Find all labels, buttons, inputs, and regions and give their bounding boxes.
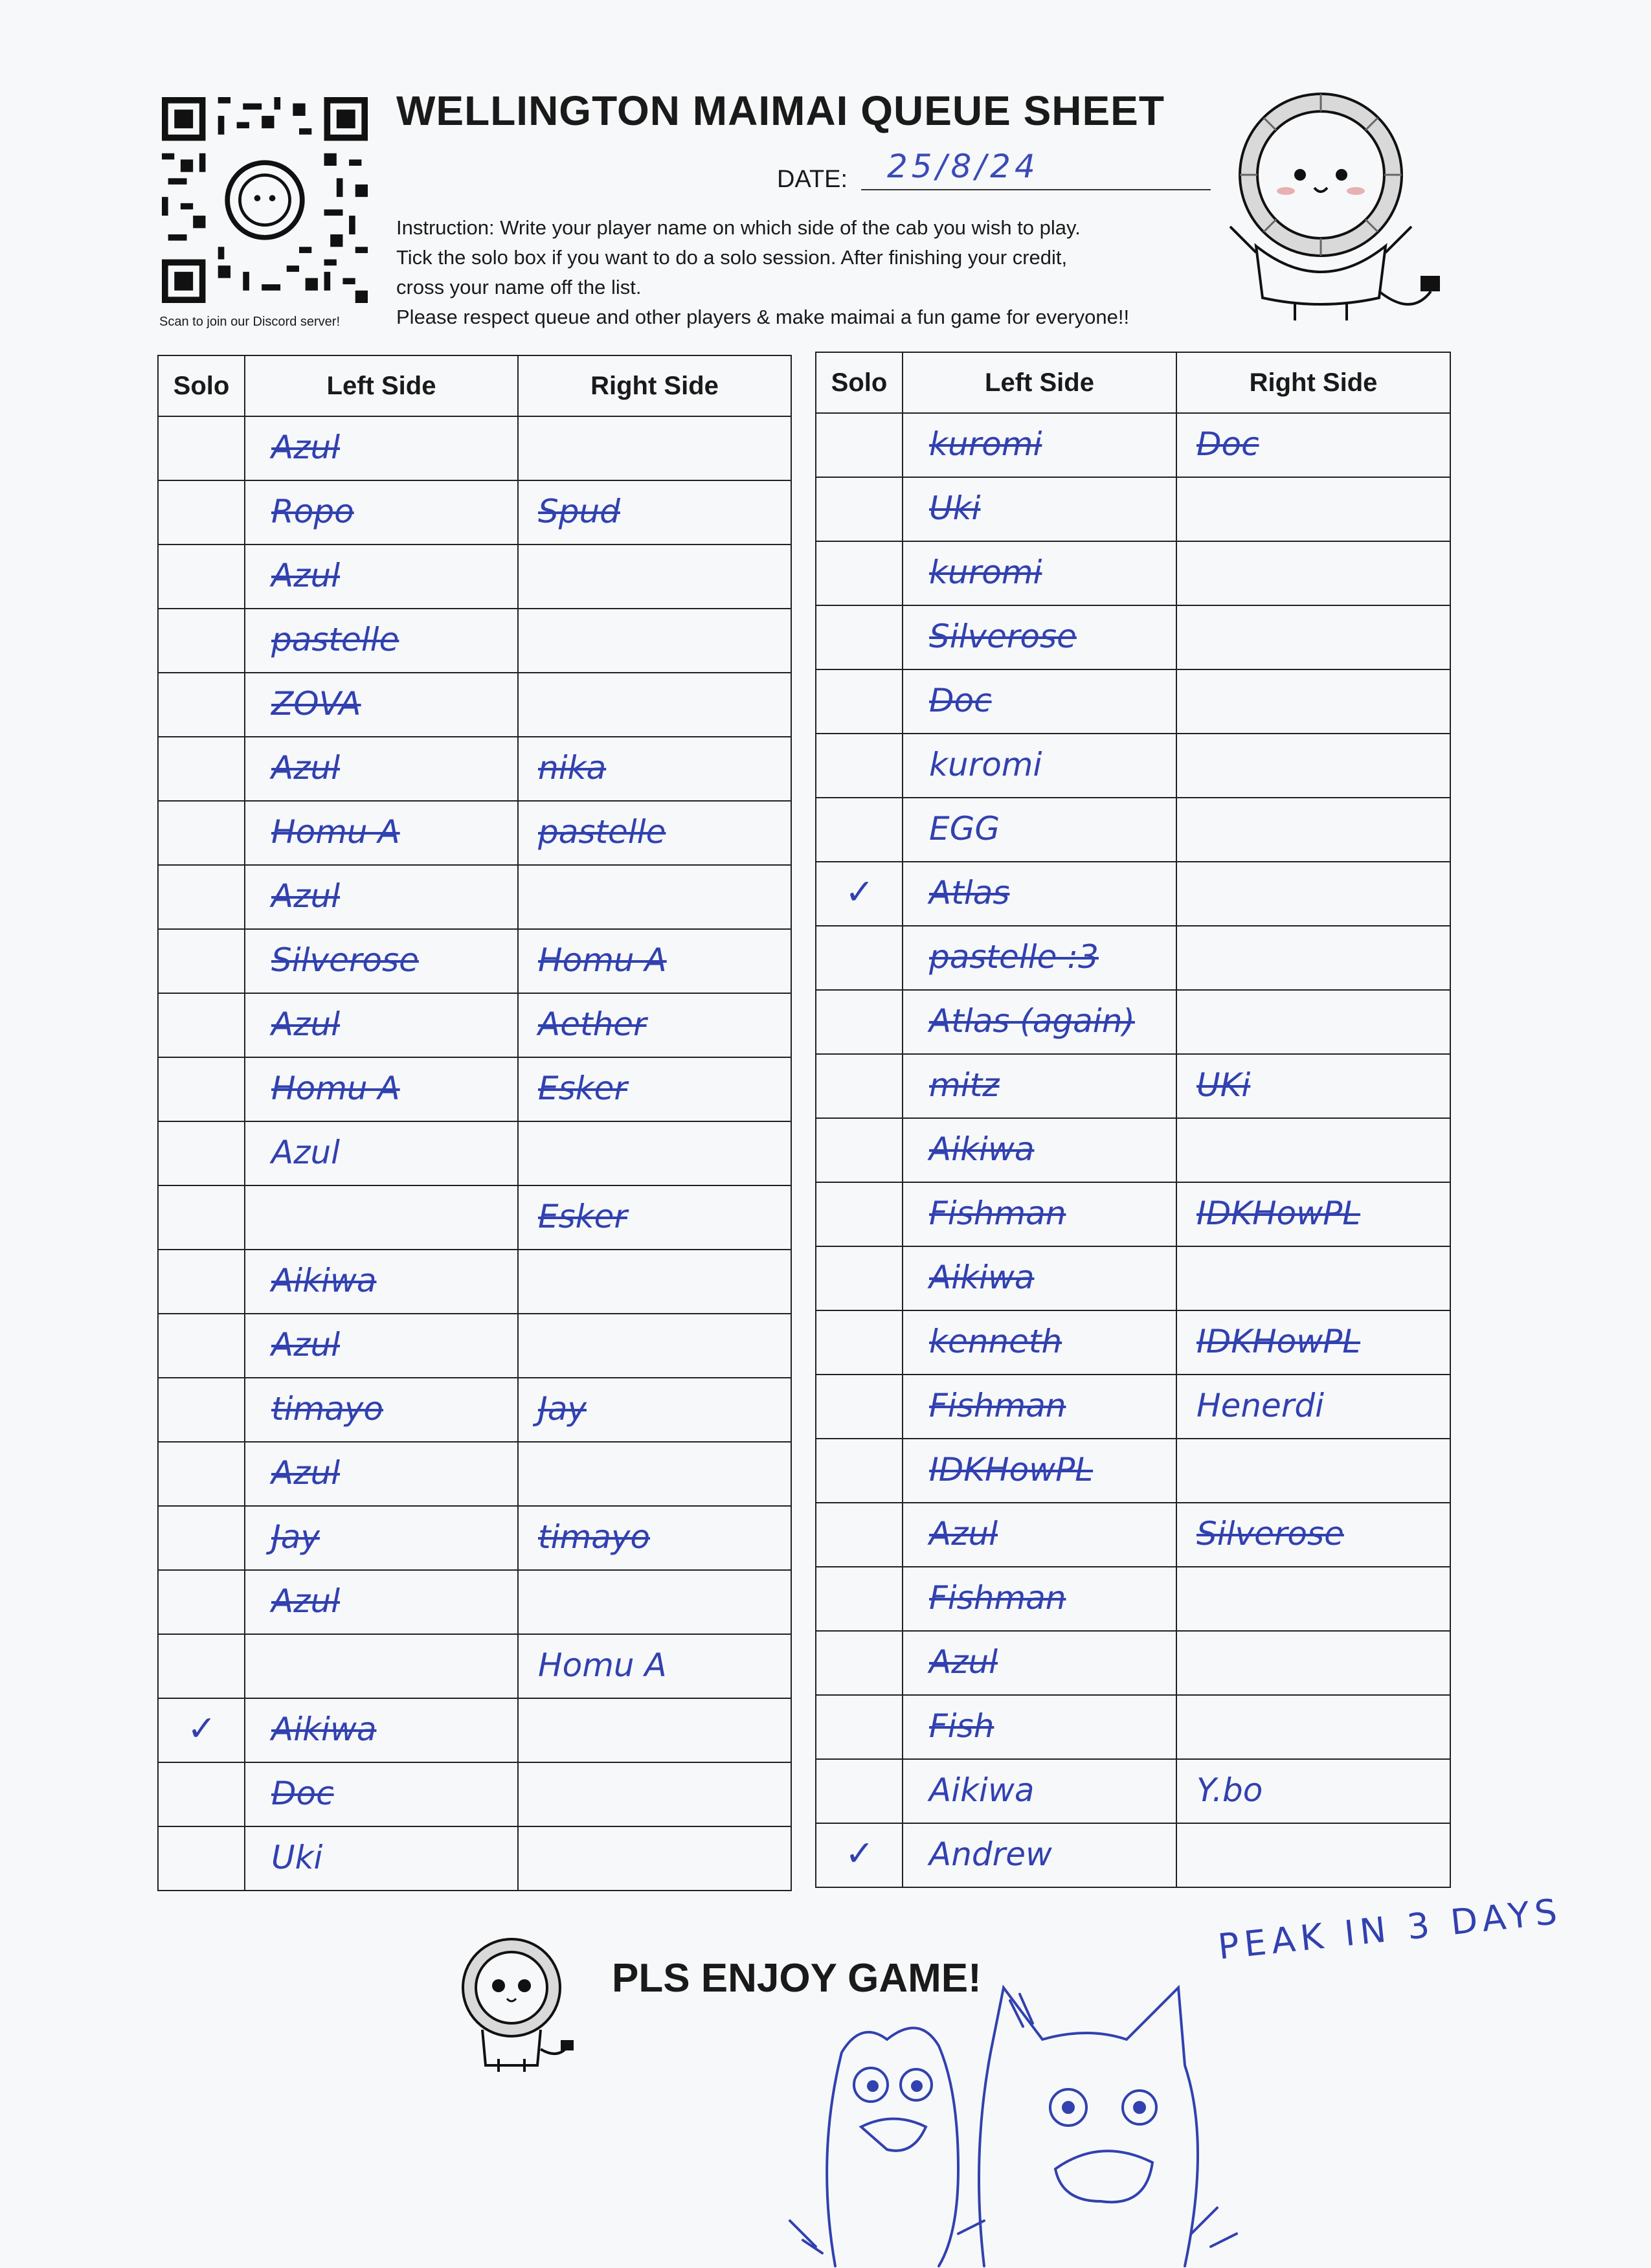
- right-side-cell[interactable]: [518, 1057, 791, 1121]
- left-side-cell[interactable]: [903, 990, 1176, 1054]
- player-name: Uki: [929, 489, 981, 527]
- left-side-cell[interactable]: [903, 1118, 1176, 1182]
- table-row: [816, 1246, 1450, 1310]
- table-row: [158, 993, 791, 1057]
- right-side-cell[interactable]: [1176, 1118, 1450, 1182]
- left-side-cell[interactable]: [245, 1185, 518, 1250]
- player-name: Esker: [538, 1198, 627, 1235]
- player-name: Fishman: [929, 1579, 1066, 1617]
- solo-tick: ✓: [845, 871, 875, 912]
- player-name: kuromi: [929, 746, 1042, 783]
- solo-cell[interactable]: [158, 1185, 245, 1250]
- right-side-cell[interactable]: [1176, 1310, 1450, 1375]
- left-side-cell[interactable]: [903, 1695, 1176, 1759]
- instruction-line-2: Tick the solo box if you want to do a solo session. After finishing your credit,: [396, 246, 1068, 269]
- player-name: Homu A: [271, 813, 400, 851]
- table-row: [158, 1442, 791, 1506]
- right-side-cell[interactable]: [1176, 990, 1450, 1054]
- player-name: Y.bo: [1196, 1771, 1263, 1809]
- left-side-cell[interactable]: [903, 1182, 1176, 1246]
- right-side-cell[interactable]: [518, 801, 791, 865]
- left-side-cell[interactable]: [245, 801, 518, 865]
- right-side-cell[interactable]: [518, 1506, 791, 1570]
- table-row: [816, 1759, 1450, 1823]
- table-row: [816, 1631, 1450, 1695]
- solo-cell[interactable]: [158, 1570, 245, 1634]
- solo-cell[interactable]: [816, 477, 903, 541]
- solo-cell[interactable]: [816, 1759, 903, 1823]
- left-side-cell[interactable]: [245, 673, 518, 737]
- player-name: EGG: [929, 810, 1000, 848]
- solo-cell[interactable]: [158, 1634, 245, 1698]
- left-side-cell[interactable]: [245, 1506, 518, 1570]
- player-name: Ropo: [271, 493, 354, 530]
- solo-cell[interactable]: [158, 1506, 245, 1570]
- table-row: [816, 541, 1450, 605]
- table-row: [816, 1695, 1450, 1759]
- table-row: [816, 1823, 1450, 1887]
- player-name: Uki: [271, 1839, 323, 1876]
- date-line: [861, 189, 1211, 190]
- right-side-cell[interactable]: [1176, 1631, 1450, 1695]
- left-side-header: Left Side: [903, 352, 1176, 413]
- left-side-cell[interactable]: [245, 1762, 518, 1826]
- solo-cell[interactable]: [158, 865, 245, 929]
- player-name: Doc: [929, 682, 992, 719]
- player-name: Azul: [271, 1134, 341, 1171]
- player-name: Andrew: [929, 1836, 1052, 1873]
- player-name: Azul: [271, 1454, 341, 1492]
- solo-cell[interactable]: [816, 990, 903, 1054]
- table-row: [816, 734, 1450, 798]
- right-side-cell[interactable]: [1176, 1567, 1450, 1631]
- player-name: Azul: [271, 1005, 341, 1043]
- instruction-line-1: Instruction: Write your player name on which side of the cab you wish to play.: [396, 216, 1081, 239]
- qr-caption: Scan to join our Discord server!: [159, 315, 341, 329]
- player-name: IDKHowPL: [929, 1451, 1094, 1488]
- right-side-cell[interactable]: [518, 865, 791, 929]
- lion-mascot-icon: [1217, 84, 1450, 324]
- right-side-cell[interactable]: [518, 1698, 791, 1762]
- table-row: [816, 990, 1450, 1054]
- right-side-cell[interactable]: [1176, 1375, 1450, 1439]
- player-name: Silverose: [929, 618, 1077, 655]
- solo-cell[interactable]: [158, 1057, 245, 1121]
- table-row: [158, 1314, 791, 1378]
- table-row: [158, 1826, 791, 1891]
- table-row: [816, 1118, 1450, 1182]
- solo-cell[interactable]: [816, 734, 903, 798]
- left-side-cell[interactable]: [245, 480, 518, 545]
- player-name: UKi: [1196, 1066, 1251, 1104]
- right-side-cell[interactable]: [518, 416, 791, 480]
- right-side-cell[interactable]: [518, 609, 791, 673]
- solo-cell[interactable]: [816, 1246, 903, 1310]
- left-side-cell[interactable]: [903, 1759, 1176, 1823]
- right-side-header: Right Side: [518, 355, 791, 416]
- left-side-cell[interactable]: [903, 477, 1176, 541]
- right-side-cell[interactable]: [518, 1121, 791, 1185]
- player-name: Jay: [538, 1390, 587, 1428]
- player-name: Azul: [929, 1515, 998, 1553]
- player-name: Azul: [271, 877, 341, 915]
- player-name: IDKHowPL: [1196, 1323, 1361, 1360]
- table-row: [158, 1762, 791, 1826]
- player-name: Fishman: [929, 1195, 1066, 1232]
- left-side-cell[interactable]: [903, 605, 1176, 669]
- right-side-cell[interactable]: [518, 1185, 791, 1250]
- right-side-cell[interactable]: [1176, 798, 1450, 862]
- solo-cell[interactable]: [158, 1314, 245, 1378]
- table-row: [158, 1185, 791, 1250]
- solo-cell[interactable]: [158, 609, 245, 673]
- player-name: timayo: [271, 1390, 384, 1428]
- right-side-cell[interactable]: [518, 737, 791, 801]
- table-row: [158, 673, 791, 737]
- player-name: Esker: [538, 1070, 627, 1107]
- right-side-cell[interactable]: [518, 1442, 791, 1506]
- table-row: [158, 609, 791, 673]
- player-name: Homu A: [271, 1070, 400, 1107]
- solo-cell[interactable]: [158, 737, 245, 801]
- right-side-cell[interactable]: [1176, 1823, 1450, 1887]
- table-row: [158, 929, 791, 993]
- right-side-cell[interactable]: [518, 1826, 791, 1891]
- note-text: PEAK IN 3 DAYS: [1216, 1891, 1564, 1968]
- right-side-cell[interactable]: [518, 673, 791, 737]
- solo-tick: ✓: [187, 1708, 217, 1749]
- left-side-cell[interactable]: [903, 1054, 1176, 1118]
- solo-cell[interactable]: [816, 1695, 903, 1759]
- solo-cell[interactable]: [158, 801, 245, 865]
- table-row: [816, 477, 1450, 541]
- left-side-cell[interactable]: [245, 865, 518, 929]
- instruction-line-3: cross your name off the list.: [396, 276, 642, 298]
- left-side-cell[interactable]: [245, 1826, 518, 1891]
- table-row: [158, 1698, 791, 1762]
- solo-cell[interactable]: [816, 1118, 903, 1182]
- left-side-cell[interactable]: [245, 609, 518, 673]
- table-row: [158, 1570, 791, 1634]
- table-row: [158, 1250, 791, 1314]
- solo-tick: ✓: [845, 1833, 875, 1874]
- player-name: pastelle: [538, 813, 666, 851]
- table-row: [158, 1121, 791, 1185]
- right-side-cell[interactable]: [518, 480, 791, 545]
- solo-cell[interactable]: [816, 1054, 903, 1118]
- left-side-cell[interactable]: [903, 1246, 1176, 1310]
- left-side-cell[interactable]: [245, 929, 518, 993]
- table-row: [158, 1378, 791, 1442]
- player-name: Azul: [929, 1643, 998, 1681]
- lion-mascot-small-icon: [453, 1933, 583, 2075]
- solo-cell[interactable]: [158, 673, 245, 737]
- solo-cell[interactable]: [816, 1567, 903, 1631]
- table-row: [816, 605, 1450, 669]
- solo-cell[interactable]: [816, 1182, 903, 1246]
- page-title: WELLINGTON MAIMAI QUEUE SHEET: [396, 87, 1165, 134]
- table-row: [158, 416, 791, 480]
- table-row: [158, 480, 791, 545]
- player-name: Doc: [1196, 425, 1259, 463]
- player-name: kuromi: [929, 425, 1042, 463]
- table-row: [158, 737, 791, 801]
- right-side-cell[interactable]: [1176, 926, 1450, 990]
- left-side-cell[interactable]: [903, 413, 1176, 477]
- table-row: [816, 862, 1450, 926]
- left-side-cell[interactable]: [903, 926, 1176, 990]
- table-row: [816, 926, 1450, 990]
- solo-cell[interactable]: [816, 862, 903, 926]
- right-side-cell[interactable]: [1176, 1439, 1450, 1503]
- table-row: [158, 865, 791, 929]
- left-side-header: Left Side: [245, 355, 518, 416]
- left-side-cell[interactable]: [903, 1567, 1176, 1631]
- right-side-cell[interactable]: [1176, 1054, 1450, 1118]
- solo-cell[interactable]: [816, 541, 903, 605]
- table-row: [158, 1634, 791, 1698]
- right-side-cell[interactable]: [518, 1762, 791, 1826]
- table-row: [816, 798, 1450, 862]
- right-side-cell[interactable]: [1176, 1503, 1450, 1567]
- left-side-cell[interactable]: [903, 798, 1176, 862]
- right-side-cell[interactable]: [1176, 541, 1450, 605]
- left-side-cell[interactable]: [245, 737, 518, 801]
- discord-qr-code-icon[interactable]: [162, 97, 368, 303]
- right-side-cell[interactable]: [1176, 862, 1450, 926]
- right-side-cell[interactable]: [518, 929, 791, 993]
- solo-header: Solo: [158, 355, 245, 416]
- table-row: [158, 1506, 791, 1570]
- solo-cell[interactable]: [816, 1375, 903, 1439]
- solo-cell[interactable]: [816, 1503, 903, 1567]
- table-row: [816, 1375, 1450, 1439]
- right-side-cell[interactable]: [1176, 1759, 1450, 1823]
- left-side-cell[interactable]: [245, 1442, 518, 1506]
- right-side-cell[interactable]: [1176, 1182, 1450, 1246]
- player-name: mitz: [929, 1066, 1000, 1104]
- player-name: Azul: [271, 557, 341, 594]
- solo-cell[interactable]: [158, 993, 245, 1057]
- right-side-cell[interactable]: [518, 1378, 791, 1442]
- player-name: Aikiwa: [271, 1262, 377, 1299]
- player-name: pastelle :3: [929, 938, 1099, 976]
- table-row: [816, 1439, 1450, 1503]
- player-name: ZOVA: [271, 685, 361, 723]
- left-side-cell[interactable]: [245, 1634, 518, 1698]
- left-side-cell[interactable]: [245, 545, 518, 609]
- player-name: pastelle: [271, 621, 399, 658]
- solo-cell[interactable]: [816, 1631, 903, 1695]
- solo-cell[interactable]: [158, 545, 245, 609]
- solo-cell[interactable]: [158, 929, 245, 993]
- right-side-cell[interactable]: [518, 1250, 791, 1314]
- solo-cell[interactable]: [158, 1378, 245, 1442]
- right-side-cell[interactable]: [1176, 1695, 1450, 1759]
- solo-cell[interactable]: [816, 1439, 903, 1503]
- solo-cell[interactable]: [816, 1310, 903, 1375]
- solo-header: Solo: [816, 352, 903, 413]
- left-side-cell[interactable]: [903, 1631, 1176, 1695]
- solo-cell[interactable]: [158, 1121, 245, 1185]
- queue-table-right: [815, 352, 1451, 1888]
- left-side-cell[interactable]: [903, 1375, 1176, 1439]
- solo-cell[interactable]: [816, 926, 903, 990]
- instruction-line-4: Please respect queue and other players & make maimai a fun game for everyone!!: [396, 306, 1130, 328]
- player-name: Azul: [271, 429, 341, 466]
- right-side-cell[interactable]: [1176, 1246, 1450, 1310]
- left-side-cell[interactable]: [903, 862, 1176, 926]
- left-side-cell[interactable]: [245, 1570, 518, 1634]
- right-side-cell[interactable]: [518, 545, 791, 609]
- handwritten-note: [1216, 1891, 1564, 1968]
- left-side-cell[interactable]: [903, 541, 1176, 605]
- left-side-cell[interactable]: [903, 669, 1176, 734]
- solo-cell[interactable]: [158, 1826, 245, 1891]
- left-side-cell[interactable]: [903, 1503, 1176, 1567]
- player-name: Azul: [271, 1582, 341, 1620]
- player-name: Silverose: [271, 941, 419, 979]
- table-row: [816, 1182, 1450, 1246]
- left-side-cell[interactable]: [903, 1439, 1176, 1503]
- player-name: Aikiwa: [929, 1130, 1035, 1168]
- left-side-cell[interactable]: [245, 1314, 518, 1378]
- left-side-cell[interactable]: [245, 993, 518, 1057]
- left-side-cell[interactable]: [245, 1057, 518, 1121]
- player-name: Aether: [538, 1005, 647, 1043]
- player-name: Azul: [271, 1326, 341, 1364]
- left-side-cell[interactable]: [903, 1310, 1176, 1375]
- table-row: [816, 1567, 1450, 1631]
- solo-cell[interactable]: [816, 413, 903, 477]
- table-row: [158, 1057, 791, 1121]
- table-row: [158, 801, 791, 865]
- date-label: DATE:: [777, 166, 848, 193]
- solo-cell[interactable]: [816, 1823, 903, 1887]
- right-side-cell[interactable]: [1176, 734, 1450, 798]
- right-side-cell[interactable]: [518, 1570, 791, 1634]
- right-side-cell[interactable]: [518, 993, 791, 1057]
- right-side-cell[interactable]: [518, 1314, 791, 1378]
- player-name: Homu A: [538, 941, 667, 979]
- player-name: kenneth: [929, 1323, 1062, 1360]
- player-name: Henerdi: [1196, 1387, 1324, 1424]
- player-name: nika: [538, 749, 607, 787]
- player-name: Spud: [538, 493, 620, 530]
- table-row: [158, 545, 791, 609]
- right-side-cell[interactable]: [1176, 413, 1450, 477]
- right-side-cell[interactable]: [1176, 669, 1450, 734]
- right-side-cell[interactable]: [1176, 605, 1450, 669]
- solo-cell[interactable]: [158, 1250, 245, 1314]
- cat-doodle-icon: [764, 1962, 1256, 2268]
- player-name: Atlas (again): [929, 1002, 1135, 1040]
- solo-cell[interactable]: [158, 416, 245, 480]
- player-name: Aikiwa: [929, 1771, 1035, 1809]
- solo-cell[interactable]: [816, 798, 903, 862]
- player-name: timayo: [538, 1518, 651, 1556]
- left-side-cell[interactable]: [245, 1250, 518, 1314]
- left-side-cell[interactable]: [903, 1823, 1176, 1887]
- table-row: [816, 669, 1450, 734]
- solo-cell[interactable]: [158, 1762, 245, 1826]
- date-value[interactable]: 25/8/24: [887, 148, 1039, 185]
- player-name: Doc: [271, 1775, 334, 1812]
- solo-cell[interactable]: [158, 1698, 245, 1762]
- player-name: Silverose: [1196, 1515, 1344, 1553]
- solo-cell[interactable]: [158, 480, 245, 545]
- solo-cell[interactable]: [158, 1442, 245, 1506]
- left-side-cell[interactable]: [245, 1378, 518, 1442]
- player-name: Fish: [929, 1707, 994, 1745]
- right-side-cell[interactable]: [518, 1634, 791, 1698]
- queue-table-left: [157, 355, 792, 1891]
- player-name: IDKHowPL: [1196, 1195, 1361, 1232]
- solo-cell[interactable]: [816, 605, 903, 669]
- table-row: [816, 1503, 1450, 1567]
- table-row: [816, 1054, 1450, 1118]
- player-name: Atlas: [929, 874, 1010, 912]
- left-side-cell[interactable]: [245, 1698, 518, 1762]
- player-name: Aikiwa: [929, 1259, 1035, 1296]
- left-side-cell[interactable]: [245, 416, 518, 480]
- player-name: Jay: [271, 1518, 320, 1556]
- player-name: Fishman: [929, 1387, 1066, 1424]
- table-row: [816, 1310, 1450, 1375]
- table-row: [816, 413, 1450, 477]
- solo-cell[interactable]: [816, 669, 903, 734]
- footer-text: PLS ENJOY GAME!: [612, 1956, 982, 2001]
- player-name: kuromi: [929, 554, 1042, 591]
- left-side-cell[interactable]: [903, 734, 1176, 798]
- player-name: Homu A: [538, 1646, 667, 1684]
- left-side-cell[interactable]: [245, 1121, 518, 1185]
- player-name: Azul: [271, 749, 341, 787]
- right-side-header: Right Side: [1176, 352, 1450, 413]
- player-name: Aikiwa: [271, 1711, 377, 1748]
- right-side-cell[interactable]: [1176, 477, 1450, 541]
